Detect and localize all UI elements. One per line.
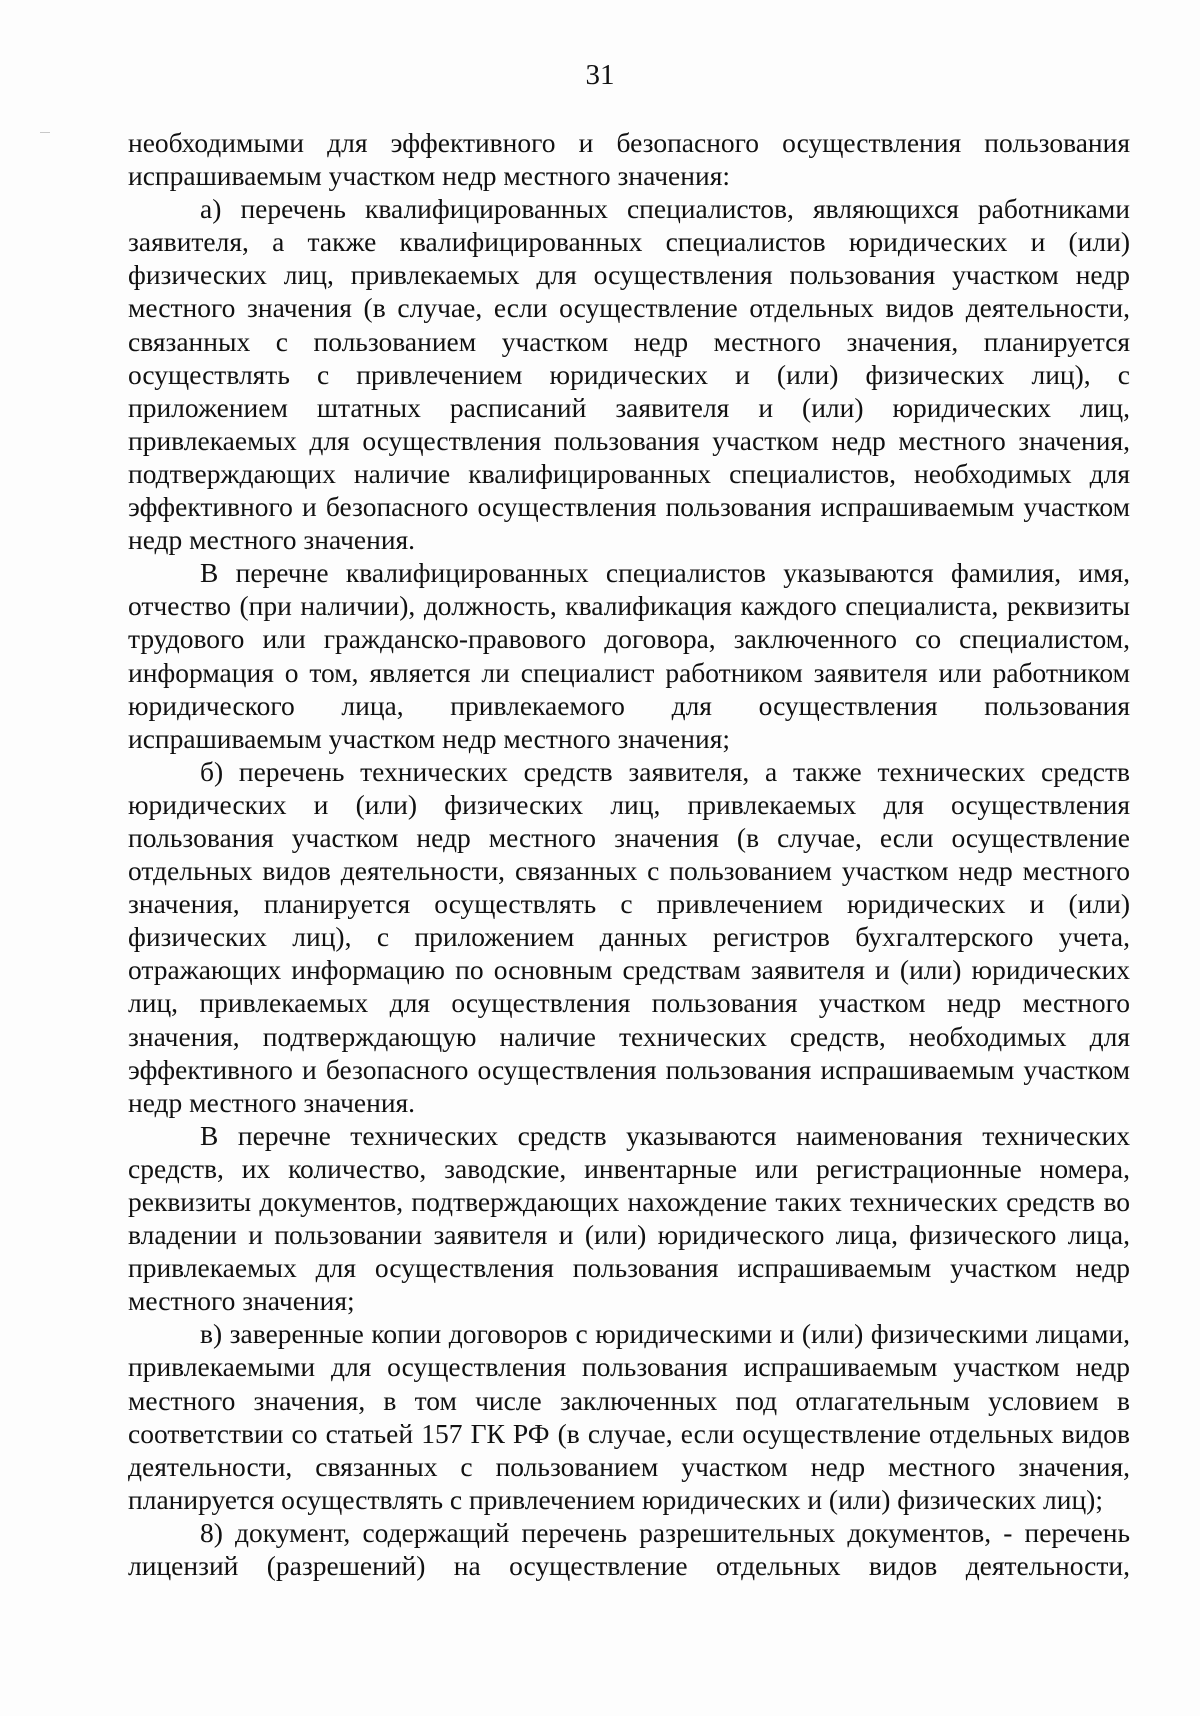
paragraph-item-v: в) заверенные копии договоров с юридическими и (или) физическими лицами, привлекаемыми для осуществления пользования испрашиваемым участком недр местного значения, в том числе заключенных под отлагательным условием в соответствии со статьей 157 ГК РФ (в случае, если осуществление отдельных видов деятельности, связанных с пользованием участком недр местного значения, планируется осуществлять с привлечением юридических и (или) физических лиц);	[128, 1318, 1130, 1515]
scan-artifact	[40, 132, 50, 133]
paragraph-item-8: 8) документ, содержащий перечень разрешительных документов, - перечень лицензий (разрешений) на осуществление отдельных видов деятельности,	[128, 1516, 1130, 1582]
paragraph-technical-list: В перечне технических средств указываются наименования технических средств, их количество, заводские, инвентарные или регистрационные номера, реквизиты документов, подтверждающих нахождение таких технических средств во владении и пользовании заявителя и (или) юридического лица, физического лица, привлекаемых для осуществления пользования испрашиваемым участком недр местного значения;	[128, 1119, 1130, 1317]
page-number: 31	[585, 59, 615, 91]
paragraph-item-b: б) перечень технических средств заявителя, а также технических средств юридических и (или) физических лиц, привлекаемых для осуществления пользования участком недр местного значения (в случае, если осуществление отдельных видов деятельности, связанных с пользованием участком недр местного значения, планируется осуществлять с привлечением юридических и (или) физических лиц), с приложением данных регистров бухгалтерского учета, отражающих информацию по основным средствам заявителя и (или) юридических лиц, привлекаемых для осуществления пользования участком недр местного значения, подтверждающую наличие технических средств, необходимых для эффективного и безопасного осуществления пользования испрашиваемым участком недр местного значения.	[128, 755, 1130, 1118]
paragraph-item-a: а) перечень квалифицированных специалистов, являющихся работниками заявителя, а также квалифицированных специалистов юридических и (или) физических лиц, привлекаемых для осуществления пользования участком недр местного значения (в случае, если осуществление отдельных видов деятельности, связанных с пользованием участком недр местного значения, планируется осуществлять с привлечением юридических и (или) физических лиц), с приложением штатных расписаний заявителя и (или) юридических лиц, привлекаемых для осуществления пользования участком недр местного значения, подтверждающих наличие квалифицированных специалистов, необходимых для эффективного и безопасного осуществления пользования испрашиваемым участком недр местного значения.	[128, 193, 1130, 556]
document-body	[128, 126, 1130, 1582]
paragraph-specialists-list: В перечне квалифицированных специалистов указываются фамилия, имя, отчество (при наличии), должность, квалификация каждого специалиста, реквизиты трудового или гражданско-правового договора, заключенного со специалистом, информация о том, является ли специалист работником заявителя или работником юридического лица, привлекаемого для осуществления пользования испрашиваемым участком недр местного значения;	[128, 557, 1130, 754]
paragraph-continuation: необходимыми для эффективного и безопасного осуществления пользования испрашиваемым участком недр местного значения:	[128, 127, 1130, 192]
